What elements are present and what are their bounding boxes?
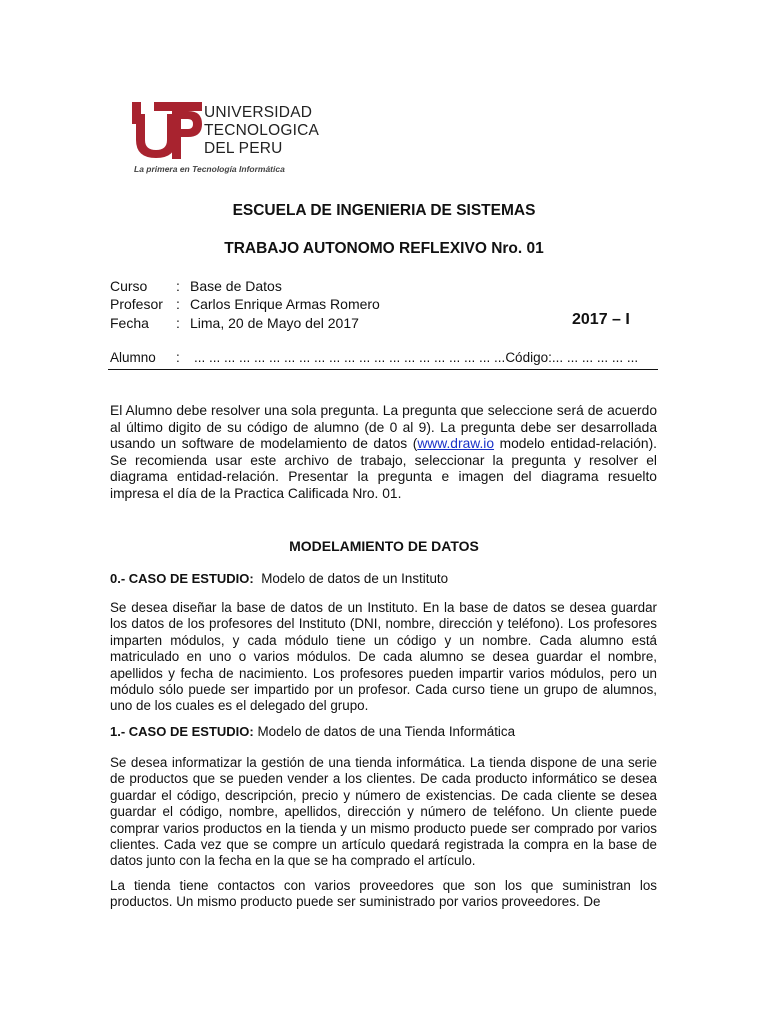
logo-line-3: DEL PERU xyxy=(204,140,283,157)
alumno-line xyxy=(110,350,658,365)
codigo-label: Código: xyxy=(505,350,552,365)
profesor-value: Carlos Enrique Armas Romero xyxy=(190,296,380,312)
alumno-blank: ... ... ... ... ... ... ... ... ... ... ... ... ... ... ... ... ... ... ... ... ... xyxy=(194,350,506,365)
logo-line-2: TECNOLOGICA xyxy=(204,122,320,139)
codigo-blank: ... ... ... ... ... ... xyxy=(551,350,639,365)
curso-value: Base de Datos xyxy=(190,278,282,294)
field-curso xyxy=(110,277,282,295)
field-profesor xyxy=(110,295,380,313)
case-0-heading xyxy=(110,571,448,586)
case-0-body: Se desea diseñar la base de datos de un Instituto. En la base de datos se desea guardar los datos de los profesores del Instituto (DNI, nombre, dirección y teléfono). Los profesores imparten módulos, y cada módulo tiene un código y un nombre. Cada alumno está matriculado en uno o varios módulos. De cada alumno se desea guardar el nombre, apellidos y fecha de nacimiento. Los profesores pueden impartir varios módulos, pero un módulo sólo puede ser impartido por un profesor. Cada curso tiene un grupo de alumnos, uno de los cuales es el delegado del grupo. xyxy=(110,600,657,714)
drawio-link[interactable]: www.draw.io xyxy=(417,436,495,452)
university-logo xyxy=(132,100,332,178)
case-1-heading xyxy=(110,724,515,739)
case-0-title: Modelo de datos de un Instituto xyxy=(261,571,449,586)
logo-tagline: La primera en Tecnología Informática xyxy=(134,164,285,174)
curso-label: Curso xyxy=(110,278,148,294)
fecha-value: Lima, 20 de Mayo del 2017 xyxy=(190,315,359,331)
intro-text-end: modelo entidad-relación). Se recomienda usar este archivo de trabajo, seleccionar la pregunta y resolver el diagrama entidad-relación. Presentar la pregunta e imagen del diagrama resuelto impresa el día de la Practica Calificada Nro. 01. xyxy=(110,436,657,501)
profesor-colon: : xyxy=(176,296,180,312)
alumno-label: Alumno xyxy=(110,350,156,365)
logo-wordmark xyxy=(204,104,319,158)
case-1-title: Modelo de datos de una Tienda Informática xyxy=(257,724,516,739)
utp-logo-icon xyxy=(132,100,204,162)
alumno-colon: : xyxy=(176,350,180,365)
case-1-body-1: Se desea informatizar la gestión de una tienda informática. La tienda dispone de una serie de productos que se pueden vender a los clientes. De cada producto informático se desea guardar el código, descripción, precio y número de existencias. De cada cliente se desea guardar el código, nombre, apellidos, dirección y número de teléfono. Un cliente puede comprar varios productos en la tienda y un mismo producto puede ser comprado por varios clientes. Cada vez que se compre un artículo quedará registrada la compra en la base de datos junto con la fecha en la que se ha comprado el artículo. xyxy=(110,755,657,869)
fecha-colon: : xyxy=(176,315,180,331)
header-divider xyxy=(108,369,658,370)
profesor-label: Profesor xyxy=(110,296,163,312)
school-title: ESCUELA DE INGENIERIA DE SISTEMAS xyxy=(232,202,536,219)
assignment-title: TRABAJO AUTONOMO REFLEXIVO Nro. 01 xyxy=(224,240,544,257)
intro-text-start: El Alumno debe resolver una sola pregunta. La pregunta que seleccione será de acuerdo al último digito de su código de alumno (de 0 al 9). La pregunta debe ser desarrollada usando un software de modelamiento de datos ( xyxy=(110,403,657,452)
field-fecha xyxy=(110,314,359,332)
fecha-label: Fecha xyxy=(110,315,149,331)
section-title: MODELAMIENTO DE DATOS xyxy=(289,538,479,554)
intro-paragraph xyxy=(110,403,657,503)
case-1-label: 1.- CASO DE ESTUDIO: xyxy=(110,724,254,739)
logo-line-1: UNIVERSIDAD xyxy=(204,104,313,121)
case-0-label: 0.- CASO DE ESTUDIO: xyxy=(110,571,254,586)
semester-label: 2017 – I xyxy=(572,311,630,328)
case-1-body-2: La tienda tiene contactos con varios proveedores que son los que suministran los productos. Un mismo producto puede ser suministrado por varios proveedores. De xyxy=(110,878,657,910)
curso-colon: : xyxy=(176,278,180,294)
